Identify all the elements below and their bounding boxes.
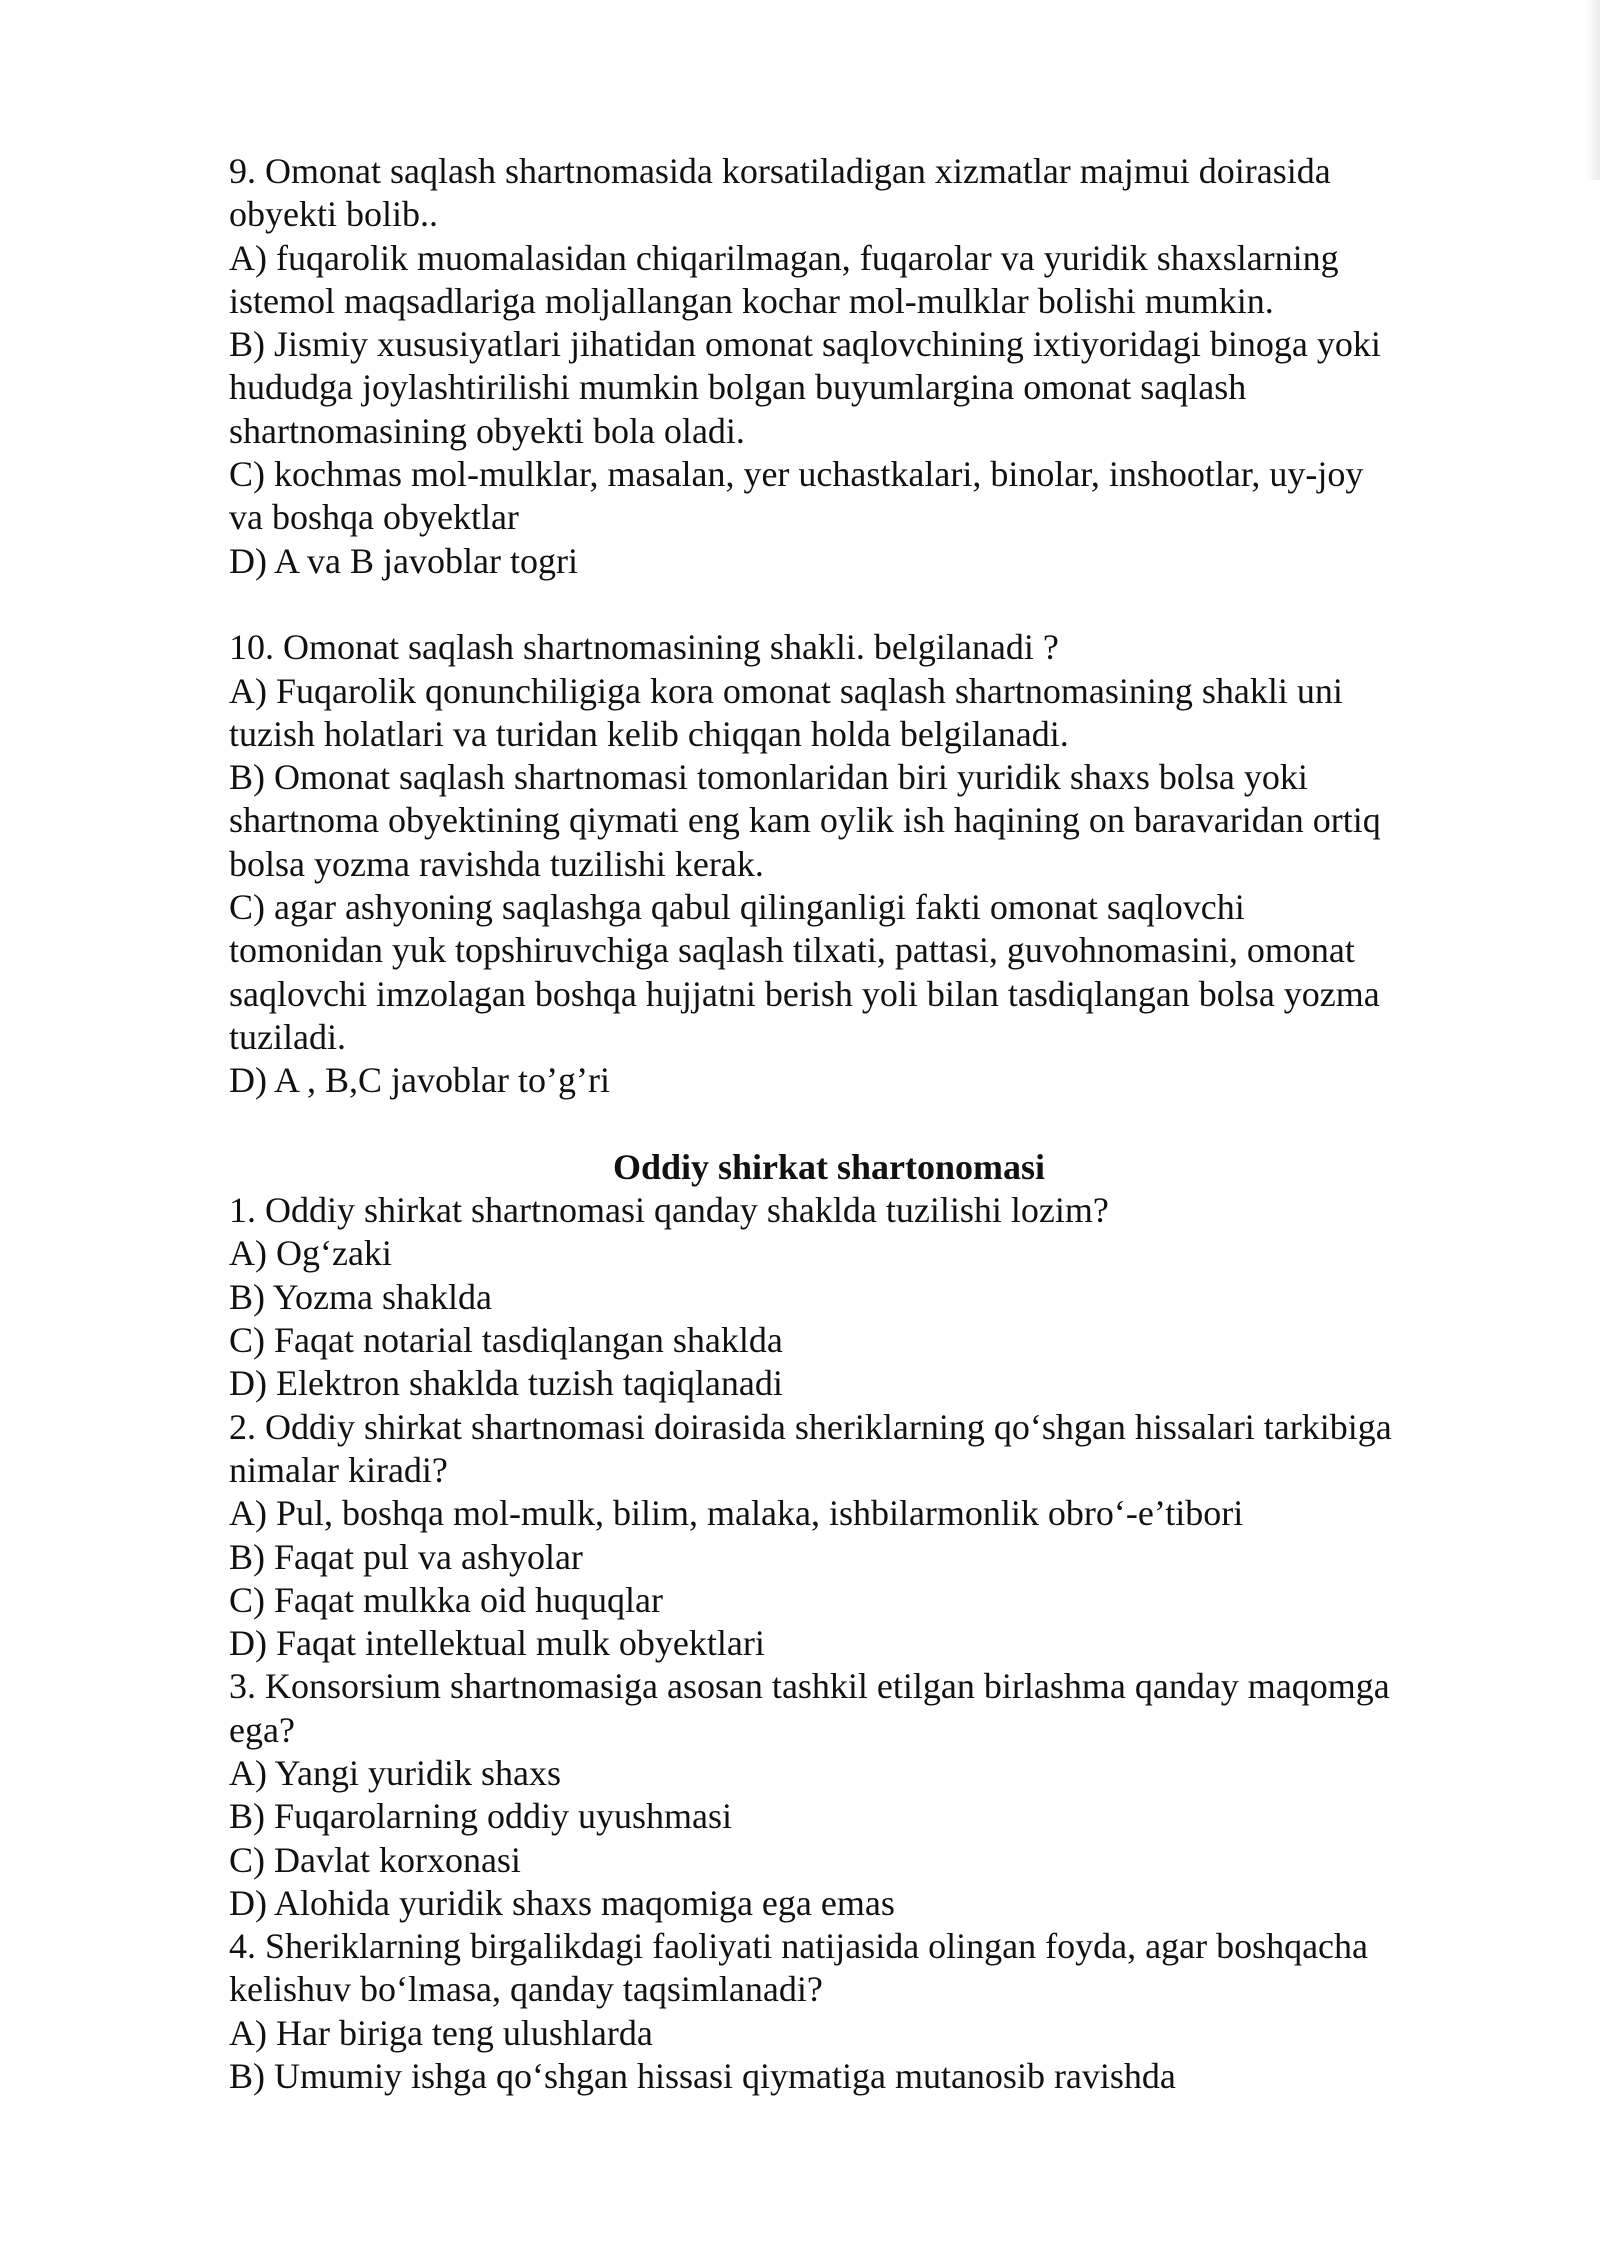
text-line: ega? <box>229 1709 295 1750</box>
question-text <box>229 1189 1469 1232</box>
text-line: bolsa yozma ravishda tuzilishi kerak. <box>229 843 764 884</box>
text-line: saqlovchi imzolagan boshqa hujjatni berish yoli bilan tasdiqlangan bolsa yozma <box>229 973 1380 1014</box>
section-title <box>229 1146 1469 1189</box>
answer-option <box>229 1752 1469 1795</box>
text-line: B) Fuqarolarning oddiy uyushmasi <box>229 1796 732 1837</box>
text-line: 10. Omonat saqlash shartnomasining shakli. belgilanadi ? <box>229 627 1059 668</box>
answer-option <box>229 1795 1469 1838</box>
text-line: B) Omonat saqlash shartnomasi tomonlaridan biri yuridik shaxs bolsa yoki <box>229 757 1308 798</box>
text-line: istemol maqsadlariga moljallangan kochar mol-mulklar bolishi mumkin. <box>229 280 1274 321</box>
blank-line <box>229 1103 1469 1146</box>
text-line: D) A va B javoblar togri <box>229 540 578 581</box>
text-line: D) A , B,C javoblar to’g’ri <box>229 1060 610 1101</box>
text-line: tomonidan yuk topshiruvchiga saqlash tilxati, pattasi, guvohnomasini, omonat <box>229 930 1355 971</box>
text-line: B) Umumiy ishga qo‘shgan hissasi qiymatiga mutanosib ravishda <box>229 2056 1176 2097</box>
text-line: obyekti bolib.. <box>229 194 438 235</box>
answer-option <box>229 237 1469 324</box>
question-text <box>229 1925 1469 2012</box>
text-line: va boshqa obyektlar <box>229 497 519 538</box>
text-line: B) Faqat pul va ashyolar <box>229 1536 583 1577</box>
answer-option <box>229 886 1469 1059</box>
text-line: D) Elektron shaklda tuzish taqiqlanadi <box>229 1363 783 1404</box>
answer-option <box>229 1492 1469 1535</box>
text-line: C) kochmas mol-mulklar, masalan, yer uchastkalari, binolar, inshootlar, uy-joy <box>229 454 1364 495</box>
answer-option <box>229 670 1469 757</box>
text-line: 1. Oddiy shirkat shartnomasi qanday shaklda tuzilishi lozim? <box>229 1190 1109 1231</box>
text-line: A) Har biriga teng ulushlarda <box>229 2012 653 2053</box>
text-line: C) Faqat mulkka oid huquqlar <box>229 1579 663 1620</box>
answer-option <box>229 1839 1469 1882</box>
text-line: hududga joylashtirilishi mumkin bolgan buyumlargina omonat saqlash <box>229 367 1247 408</box>
text-line: C) Davlat korxonasi <box>229 1839 521 1880</box>
question-text <box>229 1665 1469 1752</box>
text-line: A) Yangi yuridik shaxs <box>229 1752 562 1793</box>
answer-option <box>229 2055 1469 2098</box>
text-line: 2. Oddiy shirkat shartnomasi doirasida sheriklarning qo‘shgan hissalari tarkibiga <box>229 1406 1392 1447</box>
page-edge-shadow <box>1586 0 1600 180</box>
text-line: B) Yozma shaklda <box>229 1276 492 1317</box>
question-text <box>229 1406 1469 1493</box>
document-page <box>229 150 1469 2098</box>
text-line: C) agar ashyoning saqlashga qabul qilinganligi fakti omonat saqlovchi <box>229 887 1245 928</box>
answer-option <box>229 453 1469 540</box>
text-line: shartnoma obyektining qiymati eng kam oylik ish haqining on baravaridan ortiq <box>229 800 1381 841</box>
answer-option <box>229 1232 1469 1275</box>
answer-option <box>229 323 1469 453</box>
answer-option <box>229 540 1469 583</box>
text-line: C) Faqat notarial tasdiqlangan shaklda <box>229 1320 783 1361</box>
answer-option <box>229 1319 1469 1362</box>
text-line: D) Faqat intellektual mulk obyektlari <box>229 1623 765 1664</box>
text-line: 3. Konsorsium shartnomasiga asosan tashkil etilgan birlashma qanday maqomga <box>229 1666 1390 1707</box>
section-title-text: Oddiy shirkat shartonomasi <box>612 1146 1046 1187</box>
answer-option <box>229 2012 1469 2055</box>
answer-option <box>229 1536 1469 1579</box>
text-line: shartnomasining obyekti bola oladi. <box>229 410 745 451</box>
text-line: A) fuqarolik muomalasidan chiqarilmagan, fuqarolar va yuridik shaxslarning <box>229 237 1339 278</box>
answer-option <box>229 1579 1469 1622</box>
text-line: 9. Omonat saqlash shartnomasida korsatiladigan xizmatlar majmui doirasida <box>229 151 1331 191</box>
answer-option <box>229 1622 1469 1665</box>
answer-option <box>229 1362 1469 1405</box>
answer-option <box>229 1059 1469 1102</box>
question-text <box>229 150 1469 237</box>
answer-option <box>229 1276 1469 1319</box>
text-line: B) Jismiy xususiyatlari jihatidan omonat saqlovchining ixtiyoridagi binoga yoki <box>229 324 1381 365</box>
text-line: tuzish holatlari va turidan kelib chiqqan holda belgilanadi. <box>229 713 1069 754</box>
text-line: kelishuv bo‘lmasa, qanday taqsimlanadi? <box>229 1969 823 2010</box>
question-text <box>229 626 1469 669</box>
text-line: tuziladi. <box>229 1016 346 1057</box>
text-line: A) Og‘zaki <box>229 1233 392 1274</box>
text-line: A) Pul, boshqa mol-mulk, bilim, malaka, ishbilarmonlik obro‘-e’tibori <box>229 1493 1244 1534</box>
text-line: 4. Sheriklarning birgalikdagi faoliyati natijasida olingan foyda, agar boshqacha <box>229 1926 1369 1967</box>
text-line: D) Alohida yuridik shaxs maqomiga ega emas <box>229 1882 895 1923</box>
blank-line <box>229 583 1469 626</box>
answer-option <box>229 1882 1469 1925</box>
text-line: A) Fuqarolik qonunchiligiga kora omonat saqlash shartnomasining shakli uni <box>229 670 1343 711</box>
answer-option <box>229 756 1469 886</box>
text-line: nimalar kiradi? <box>229 1449 448 1490</box>
